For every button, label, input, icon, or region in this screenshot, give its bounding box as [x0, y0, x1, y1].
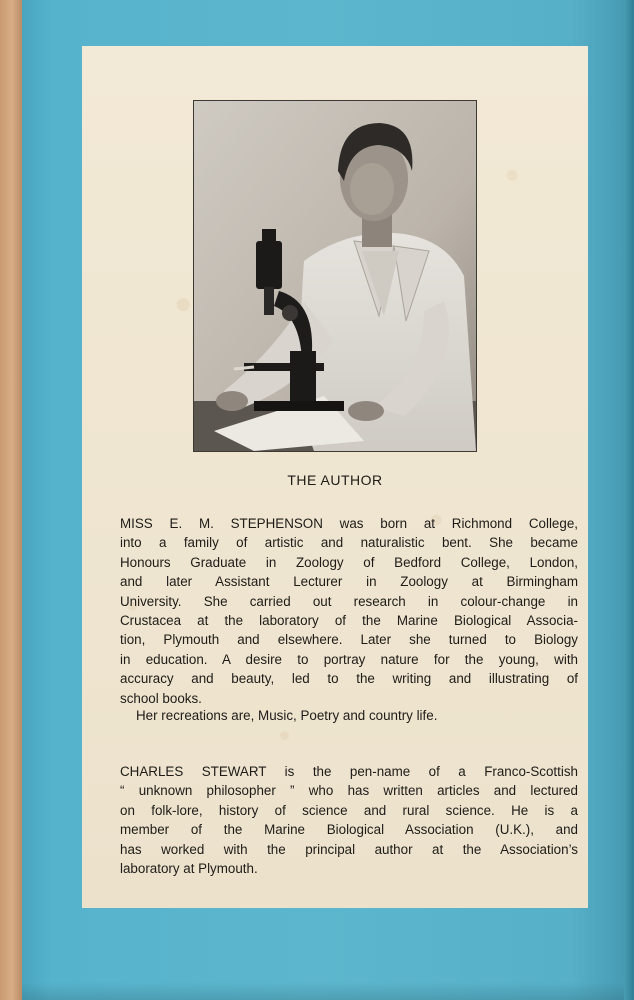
bio-line: CHARLES STEWART is the pen-name of a Franco-Scottish [120, 764, 578, 779]
bio-line: laboratory at Plymouth. [120, 861, 258, 877]
bio-line: and later Assistant Lecturer in Zoology at Birmingham [120, 574, 578, 590]
cover-right-edge [624, 0, 634, 1000]
cover-bottom-wear [22, 982, 624, 1000]
recreations-line: Her recreations are, Music, Poetry and country life. [136, 708, 438, 723]
bio-line: has worked with the principal author at the Association’s [120, 841, 578, 857]
stephenson-biography [120, 514, 578, 708]
bio-line: Crustacea at the laboratory of the Marine Biological Associa- [120, 613, 578, 629]
bio-line: University. She carried out research in colour-change in [120, 593, 578, 609]
bio-line: accuracy and beauty, led to the writing and illustrating of [120, 671, 578, 687]
author-heading: THE AUTHOR [287, 472, 383, 488]
bio-line: tion, Plymouth and elsewhere. Later she turned to Biology [120, 632, 578, 648]
bio-line: into a family of artistic and naturalistic bent. She became [120, 535, 578, 551]
bio-line: school books. [120, 690, 202, 706]
bio-line: MISS E. M. STEPHENSON was born at Richmond College, [120, 516, 578, 531]
bio-line: “ unknown philosopher ” who has written articles and lectured [120, 783, 578, 799]
bio-line: in education. A desire to portray nature for the young, with [120, 651, 578, 667]
stewart-biography [120, 762, 578, 878]
bio-line: Honours Graduate in Zoology of Bedford College, London, [120, 554, 578, 570]
spine-edge [0, 0, 22, 1000]
bio-line: member of the Marine Biological Association (U.K.), and [120, 822, 578, 838]
author-photograph [193, 100, 477, 452]
bio-line: on folk-lore, history of science and rural science. He is a [120, 802, 578, 818]
